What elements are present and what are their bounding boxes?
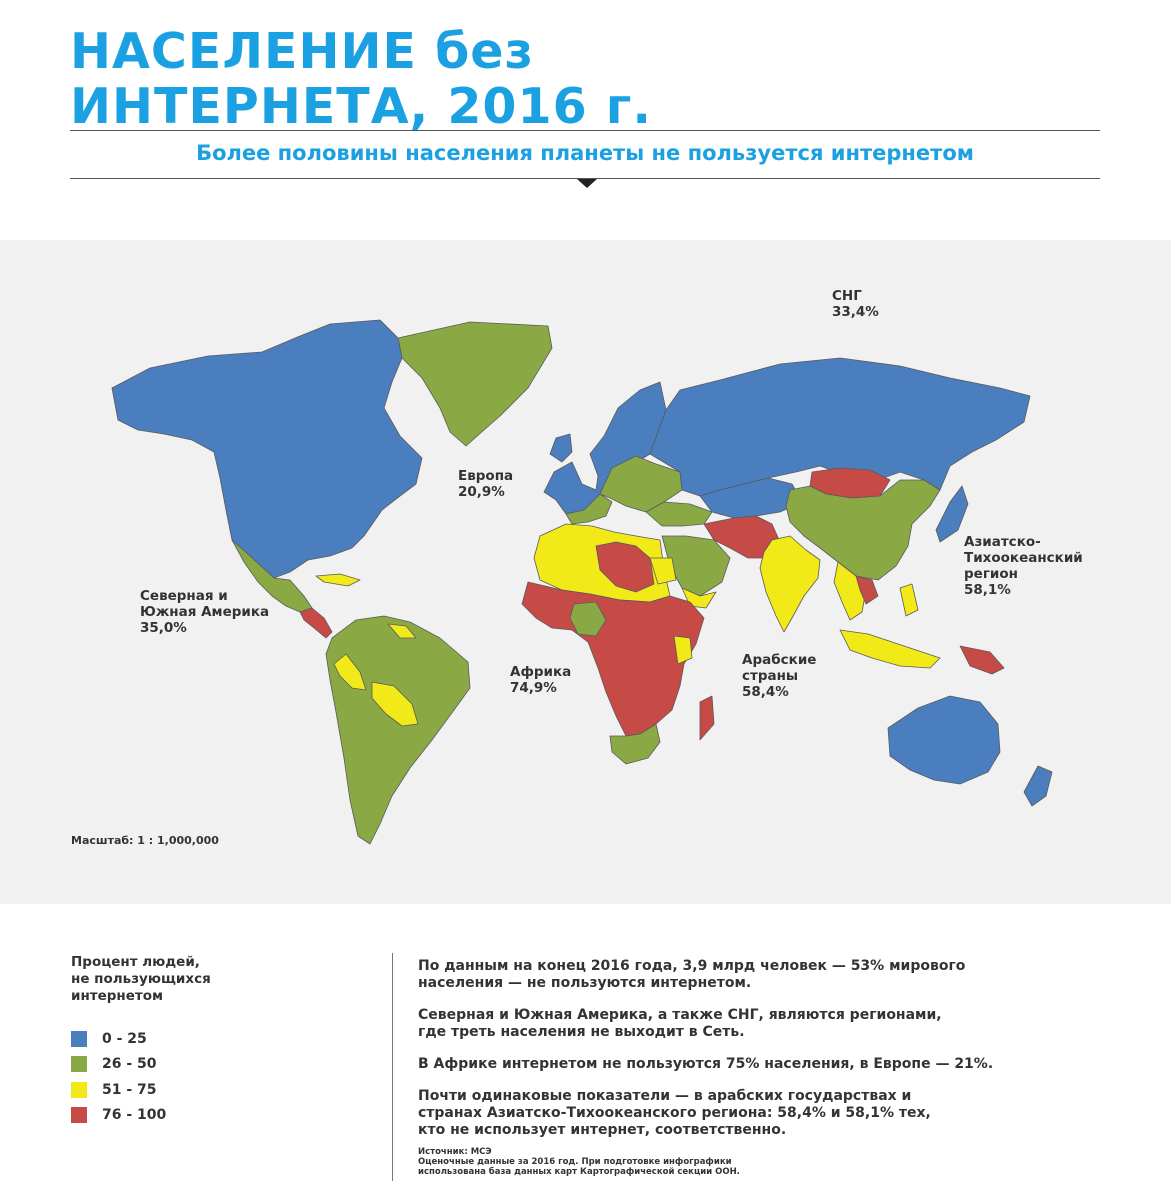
region-name: Арабские страны — [742, 652, 817, 684]
region-label-africa — [510, 664, 571, 696]
title-line-1: НАСЕЛЕНИЕ без — [70, 23, 535, 80]
region-name: Азиатско- Тихоокеанский регион — [964, 534, 1083, 582]
central-america — [300, 608, 332, 638]
australia — [888, 696, 1000, 784]
uk-ireland — [550, 434, 572, 462]
legend-swatch — [71, 1031, 87, 1047]
map-scale: Масштаб: 1 : 1,000,000 — [71, 834, 219, 847]
down-arrow-icon — [577, 179, 597, 188]
legend-item — [71, 1077, 166, 1103]
region-value: 20,9% — [458, 484, 505, 500]
region-value: 35,0% — [140, 620, 187, 636]
region-name: Северная и Южная Америка — [140, 588, 270, 620]
summary-text — [418, 958, 1118, 1154]
legend-label: 26 - 50 — [102, 1056, 157, 1073]
region-label-arab — [742, 652, 816, 700]
legend-title: Процент людей, не пользующихся интернетом — [71, 954, 211, 1004]
legend-item — [71, 1103, 166, 1129]
summary-paragraph: Почти одинаковые показатели — в арабских государствах и странах Азиатско-Тихоокеанского региона: 58,4% и 58,1% тех, кто не использует интернет, соответственно. — [418, 1088, 931, 1138]
header-rule-top — [70, 130, 1100, 131]
summary-paragraph: По данным на конец 2016 года, 3,9 млрд человек — 53% мирового населения — не пользуются интернетом. — [418, 958, 966, 991]
greenland — [398, 322, 552, 446]
world-map — [0, 240, 1171, 904]
legend-label: 0 - 25 — [102, 1030, 147, 1047]
region-name: Африка — [510, 664, 572, 680]
vertical-divider — [392, 953, 393, 1181]
legend-item — [71, 1052, 166, 1078]
region-name: СНГ — [832, 288, 862, 304]
summary-paragraph: Северная и Южная Америка, а также СНГ, являются регионами, где треть населения не выходит в Сеть. — [418, 1007, 942, 1040]
region-label-americas — [140, 588, 269, 636]
page-title — [70, 24, 652, 134]
summary-paragraph: В Африке интернетом не пользуются 75% населения, в Европе — 21%. — [418, 1056, 994, 1072]
legend — [71, 1026, 166, 1128]
region-label-cis — [832, 288, 879, 320]
philippines — [900, 584, 918, 616]
legend-swatch — [71, 1107, 87, 1123]
legend-item — [71, 1026, 166, 1052]
region-value: 33,4% — [832, 304, 879, 320]
region-name: Европа — [458, 468, 514, 484]
page-subtitle: Более половины населения планеты не пользуется интернетом — [196, 141, 974, 165]
cuba — [316, 574, 360, 586]
region-label-asia-pacific — [964, 534, 1083, 598]
madagascar — [700, 696, 714, 740]
legend-swatch — [71, 1056, 87, 1072]
region-value: 58,1% — [964, 582, 1011, 598]
india — [760, 536, 820, 632]
new-zealand — [1024, 766, 1052, 806]
title-line-2: ИНТЕРНЕТА, 2016 г. — [70, 78, 652, 135]
source-note: Источник: МСЭ Оценочные данные за 2016 год. При подготовке инфографики использована база данных карт Картографической секции ООН. — [418, 1147, 740, 1177]
legend-label: 51 - 75 — [102, 1081, 157, 1098]
region-value: 74,9% — [510, 680, 557, 696]
central-africa — [522, 582, 704, 736]
region-value: 58,4% — [742, 684, 789, 700]
region-label-europe — [458, 468, 513, 500]
indonesia — [840, 630, 940, 668]
papua — [960, 646, 1004, 674]
north-america-north — [112, 320, 422, 578]
legend-swatch — [71, 1082, 87, 1098]
legend-label: 76 - 100 — [102, 1107, 167, 1124]
south-america — [326, 616, 470, 844]
